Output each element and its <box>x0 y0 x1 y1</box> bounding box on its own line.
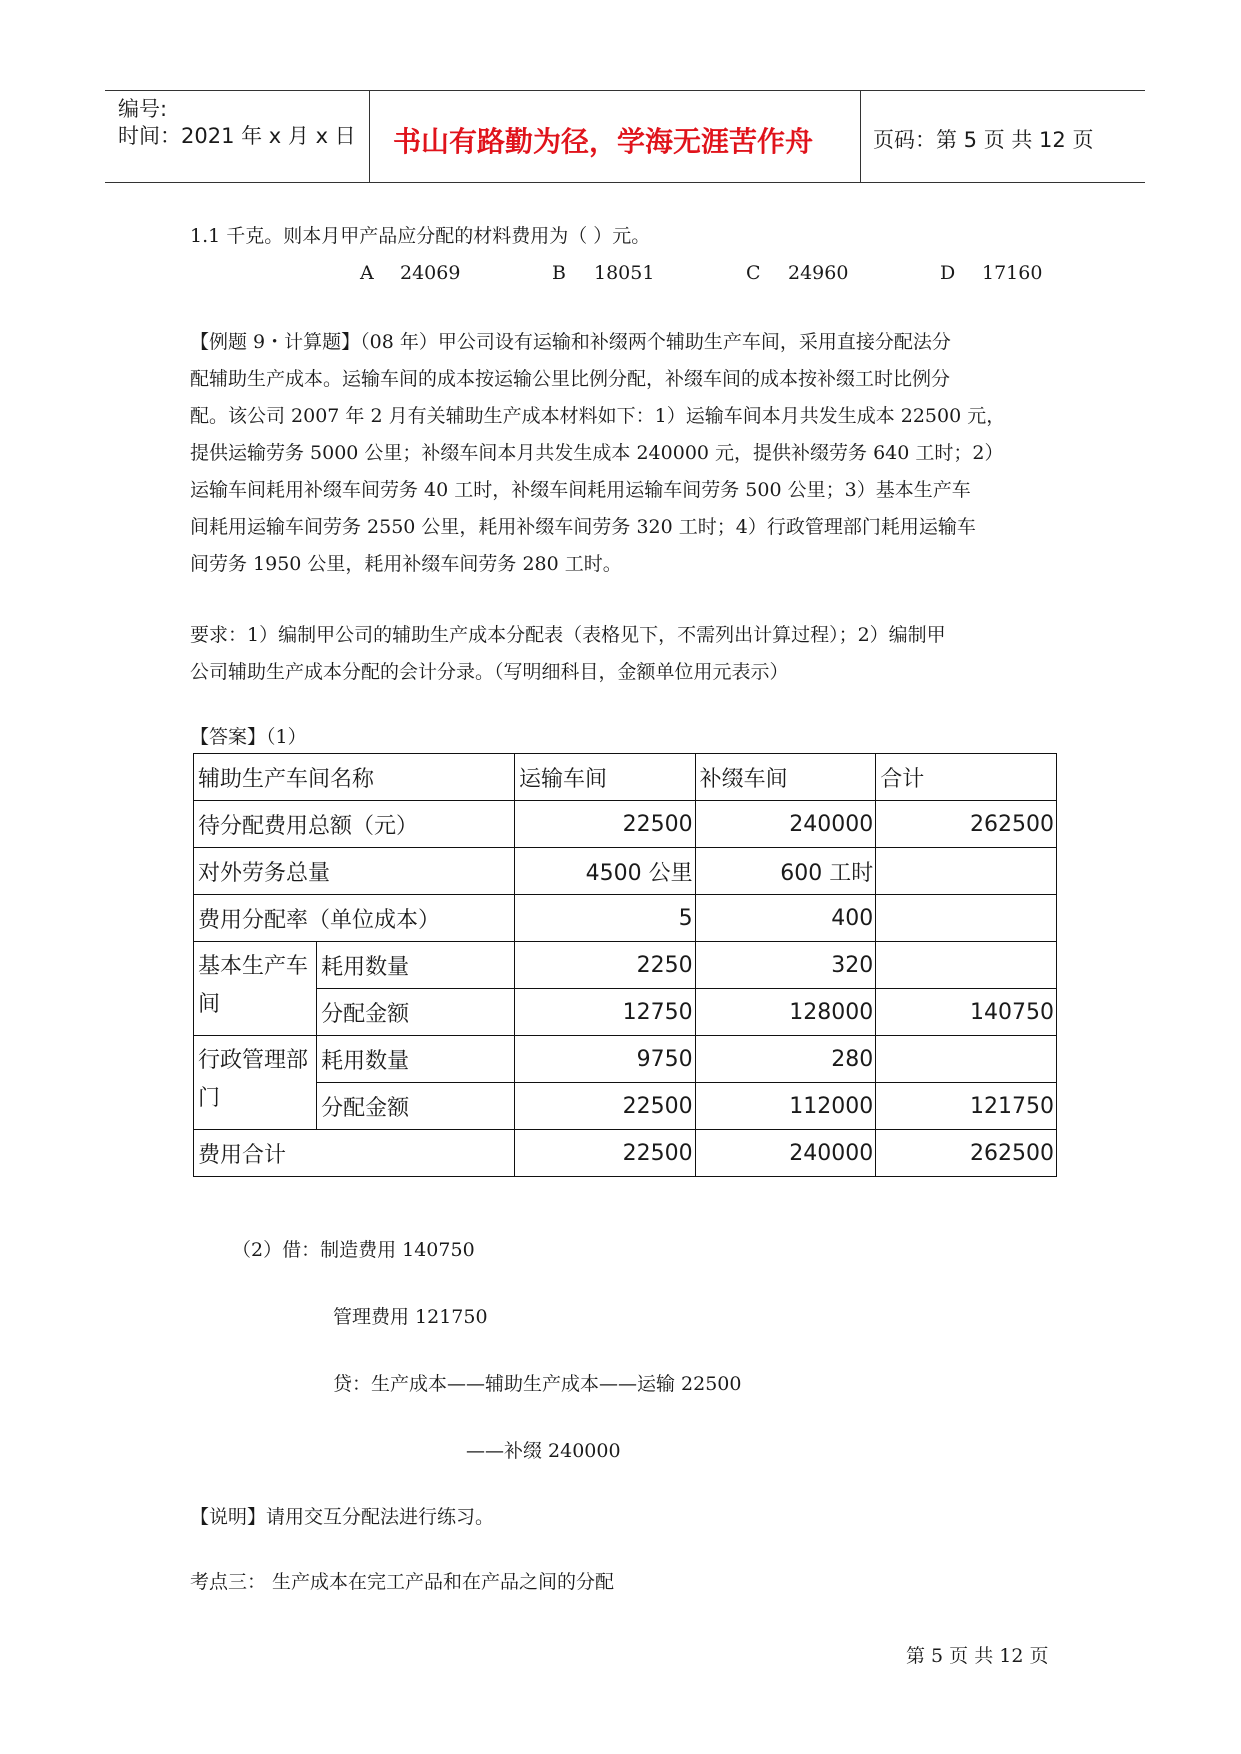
total-cell <box>876 848 1057 895</box>
header-cell-repair: 补缀车间 <box>695 754 876 801</box>
table-total-row <box>194 1130 1057 1177</box>
credit-entry: 贷：生产成本——辅助生产成本——运输 22500 <box>333 1373 742 1395</box>
total-cell: 262500 <box>876 801 1057 848</box>
example-line-2: 配辅助生产成本。运输车间的成本按运输公里比例分配，补缀车间的成本按补缀工时比例分 <box>190 368 951 390</box>
serial-label: 编号: <box>118 97 168 121</box>
header-divider-left <box>369 90 370 182</box>
repair-cell: 400 <box>695 895 876 942</box>
transport-cell: 5 <box>514 895 695 942</box>
repair-cell: 240000 <box>695 801 876 848</box>
option-c-letter: C <box>746 262 761 284</box>
header-motto: 书山有路勤为径，学海无涯苦作舟 <box>393 125 814 158</box>
example-line-4: 提供运输劳务 5000 公里；补缀车间本月共发生成本 240000 元，提供补缀劳务 640 工时；2） <box>190 442 1004 464</box>
allocation-table <box>193 753 1057 1177</box>
repair-cell: 600 工时 <box>695 848 876 895</box>
option-d-value: 17160 <box>982 262 1043 284</box>
row-label: 耗用数量 <box>317 1036 515 1083</box>
option-b-value: 18051 <box>594 262 655 284</box>
requirement-line-2: 公司辅助生产成本分配的会计分录。（写明细科目，金额单位用元表示） <box>190 661 789 683</box>
example-line-6: 间耗用运输车间劳务 2550 公里，耗用补缀车间劳务 320 工时；4）行政管理部门耗用运输车 <box>190 516 976 538</box>
transport-cell: 22500 <box>514 1083 695 1130</box>
group-label-production: 基本生产车间 <box>194 942 317 1036</box>
total-cell <box>876 942 1057 989</box>
table-row <box>194 801 1057 848</box>
total-cell: 262500 <box>876 1130 1057 1177</box>
total-cell: 140750 <box>876 989 1057 1036</box>
repair-cell: 320 <box>695 942 876 989</box>
table-row <box>194 895 1057 942</box>
option-d-letter: D <box>940 262 956 284</box>
total-cell: 121750 <box>876 1083 1057 1130</box>
table-row <box>194 989 1057 1036</box>
transport-cell: 22500 <box>514 801 695 848</box>
time-label: 时间：2021 年 x 月 x 日 <box>118 124 356 148</box>
requirement-line-1: 要求：1）编制甲公司的辅助生产成本分配表（表格见下，不需列出计算过程）；2）编制甲 <box>190 624 946 646</box>
option-a-value: 24069 <box>400 262 461 284</box>
repair-cell: 240000 <box>695 1130 876 1177</box>
repair-cell: 128000 <box>695 989 876 1036</box>
repair-cell: 280 <box>695 1036 876 1083</box>
table-row <box>194 848 1057 895</box>
header-bottom-rule <box>105 182 1145 183</box>
header-cell-transport: 运输车间 <box>514 754 695 801</box>
option-b-letter: B <box>552 262 566 284</box>
answer-label: 【答案】（1） <box>190 726 307 748</box>
row-label: 对外劳务总量 <box>194 848 515 895</box>
option-c-value: 24960 <box>788 262 849 284</box>
transport-cell: 9750 <box>514 1036 695 1083</box>
table-row <box>194 1083 1057 1130</box>
debit-entry-2: 管理费用 121750 <box>333 1306 488 1328</box>
example-line-7: 间劳务 1950 公里，耗用补缀车间劳务 280 工时。 <box>190 553 622 575</box>
example-line-3: 配。该公司 2007 年 2 月有关辅助生产成本材料如下：1）运输车间本月共发生成本 22500 元， <box>190 405 1006 427</box>
debit-entry: （2）借：制造费用 140750 <box>232 1239 475 1261</box>
header-cell-name: 辅助生产车间名称 <box>194 754 515 801</box>
table-row <box>194 1036 1057 1083</box>
example-line-1: 【例题 9・计算题】（08 年）甲公司设有运输和补缀两个辅助生产车间，采用直接分配法分 <box>190 331 951 353</box>
total-cell <box>876 1036 1057 1083</box>
row-label: 费用合计 <box>194 1130 515 1177</box>
note-text: 【说明】请用交互分配法进行练习。 <box>190 1506 495 1528</box>
table-header-row <box>194 754 1057 801</box>
row-label: 分配金额 <box>317 1083 515 1130</box>
header-cell-total: 合计 <box>876 754 1057 801</box>
header-divider-right <box>860 90 861 182</box>
transport-cell: 12750 <box>514 989 695 1036</box>
section-heading: 考点三： 生产成本在完工产品和在产品之间的分配 <box>190 1571 615 1593</box>
transport-cell: 2250 <box>514 942 695 989</box>
row-label: 待分配费用总额（元） <box>194 801 515 848</box>
question-tail: 1.1 千克。则本月甲产品应分配的材料费用为（ ）元。 <box>190 225 651 247</box>
option-a-letter: A <box>360 262 374 284</box>
row-label: 分配金额 <box>317 989 515 1036</box>
credit-entry-2: ——补缀 240000 <box>466 1440 621 1462</box>
row-label: 费用分配率（单位成本） <box>194 895 515 942</box>
transport-cell: 22500 <box>514 1130 695 1177</box>
header-top-rule <box>105 90 1145 91</box>
total-cell <box>876 895 1057 942</box>
table-row <box>194 942 1057 989</box>
header-page-label: 页码：第 5 页 共 12 页 <box>873 128 1094 152</box>
group-label-admin: 行政管理部门 <box>194 1036 317 1130</box>
page-footer: 第 5 页 共 12 页 <box>906 1645 1049 1667</box>
example-line-5: 运输车间耗用补缀车间劳务 40 工时，补缀车间耗用运输车间劳务 500 公里；3）基本生产车 <box>190 479 971 501</box>
repair-cell: 112000 <box>695 1083 876 1130</box>
row-label: 耗用数量 <box>317 942 515 989</box>
transport-cell: 4500 公里 <box>514 848 695 895</box>
